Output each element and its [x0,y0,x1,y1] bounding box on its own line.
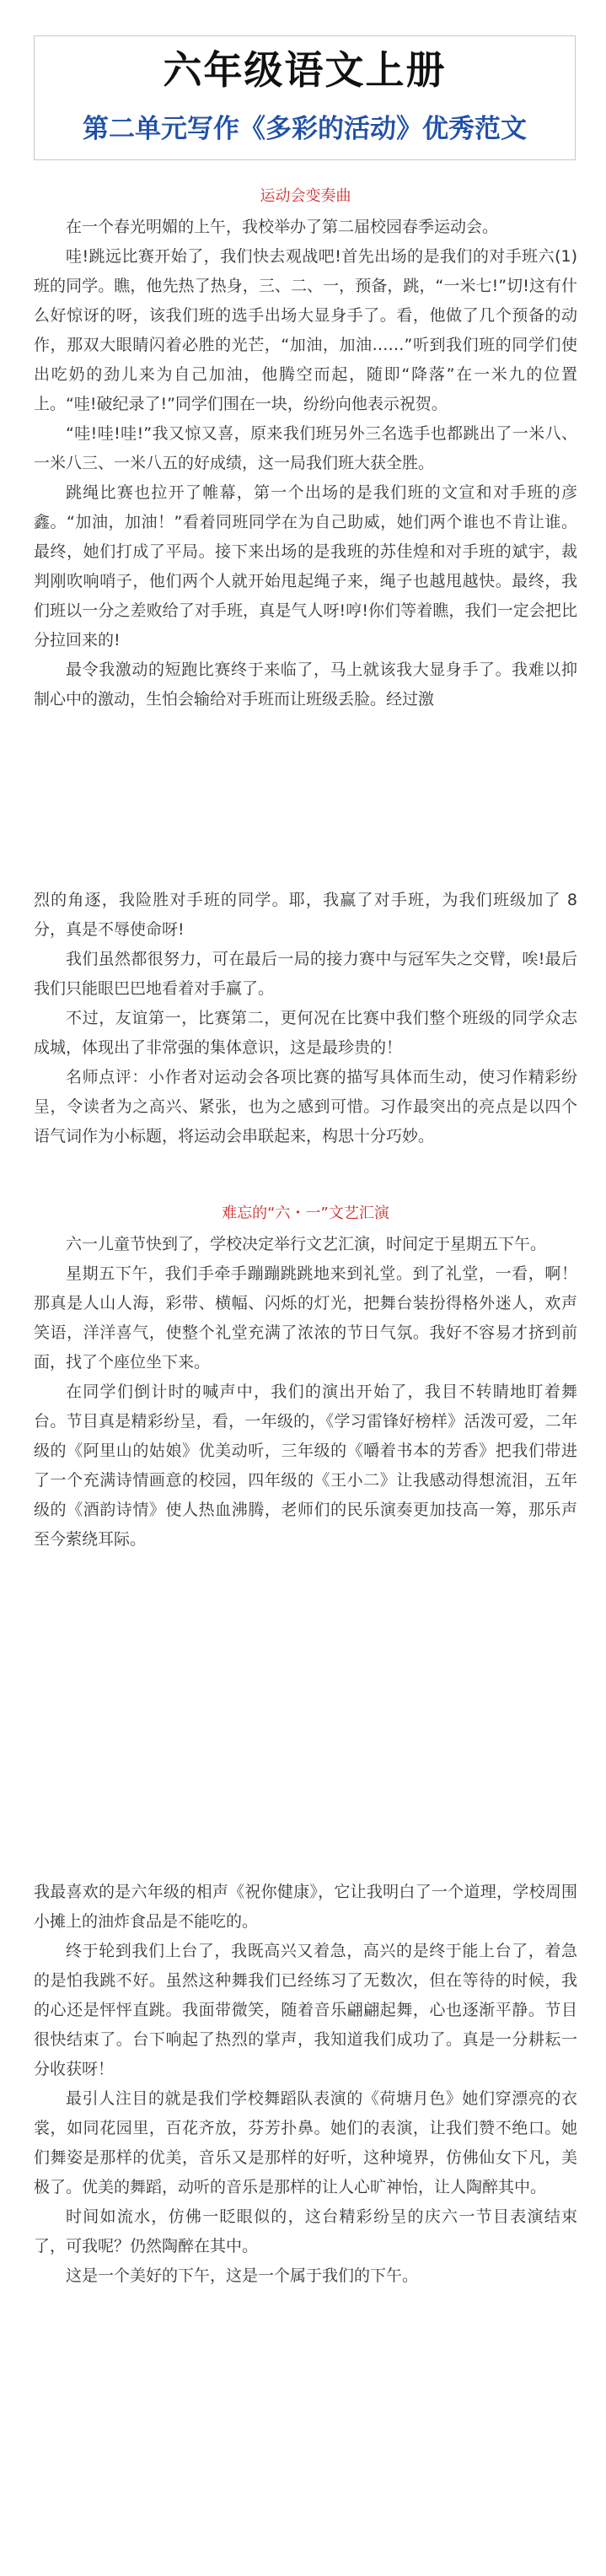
essay1-paragraph: 不过，友谊第一，比赛第二，更何况在比赛中我们整个班级的同学众志成城，体现出了非常强的集体意识，这是最珍贵的！ [34,1009,577,1057]
essay1-paragraph: 我们虽然都很努力，可在最后一局的接力赛中与冠军失之交臂，唉!最后我们只能眼巴巴地看着对手赢了。 [34,950,577,998]
essay2-paragraph: 这是一个美好的下午，这是一个属于我们的下午。 [66,2266,419,2285]
essay2-paragraph: 终于轮到我们上台了，我既高兴又着急，高兴的是终于能上台了，着急的是怕我跳不好。虽然这种舞我们已经练习了无数次，但在等待的时候，我的心还是怦怦直跳。我面带微笑，随着音乐翩翩起舞，心也逐渐平静。节目很快结束了。台下响起了热烈的掌声，我知道我们成功了。真是一分耕耘一分收获呀！ [34,1942,577,2078]
essay1-paragraph: 跳绳比赛也拉开了帷幕，第一个出场的是我们班的文宣和对手班的彦鑫。“加油，加油！”看着同班同学在为自己助威，她们两个谁也不肯让谁。最终，她们打成了平局。接下来出场的是我班的苏佳煌和对手班的斌宇，裁判刚吹响哨子，他们两个人就开始甩起绳子来，绳子也越甩越快。最终，我们班以一分之差败给了对手班，真是气人呀!哼!你们等着瞧，我们一定会把比分拉回来的! [34,483,577,649]
essay1-paragraph: “哇!哇!哇!”我又惊又喜，原来我们班另外三名选手也都跳出了一米八、一米八三、一米八五的好成绩，这一局我们班大获全胜。 [34,424,577,472]
essay2-block [34,1201,577,1555]
essay2-paragraph: 在同学们倒计时的喊声中，我们的演出开始了，我目不转睛地盯着舞台。节目真是精彩纷呈，看，一年级的，《学习雷锋好榜样》活泼可爱，二年级的《阿里山的姑娘》优美动听，三年级的《嚼着书本的芳香》把我们带进了一个充满诗情画意的校园，四年级的《王小二》让我感动得想流泪，五年级的《酒韵诗情》使人热血沸腾，老师们的民乐演奏更加技高一筹，那乐声至今萦绕耳际。 [34,1382,577,1549]
essay2-title: 难忘的“六・一”文艺汇演 [222,1204,389,1222]
essay2-paragraph: 时间如流水，仿佛一眨眼似的，这台精彩纷呈的庆六一节目表演结束了，可我呢？仍然陶醉在其中。 [34,2207,577,2255]
essay1-commentary: 名师点评：小作者对运动会各项比赛的描写具体而生动，使习作精彩纷呈，令读者为之高兴、紧张，也为之感到可惜。习作最突出的亮点是以四个语气词作为小标题，将运动会串联起来，构思十分巧妙。 [34,1068,577,1145]
essay2-continuation [34,1878,577,2291]
essay2-paragraph: 星期五下午，我们手牵手蹦蹦跳跳地来到礼堂。到了礼堂，一看，啊！那真是人山人海，彩带、横幅、闪烁的灯光，把舞台装扮得格外迷人，欢声笑语，洋洋喜气，使整个礼堂充满了浓浓的节日气氛。我好不容易才挤到前面，找了个座位坐下来。 [34,1264,577,1372]
essay2-paragraph: 我最喜欢的是六年级的相声《祝你健康》，它让我明白了一个道理，学校周围小摊上的油炸食品是不能吃的。 [34,1883,577,1931]
page-subtitle: 第二单元写作《多彩的活动》优秀范文 [83,114,527,144]
essay1-paragraph: 烈的角逐，我险胜对手班的同学。耶，我赢了对手班，为我们班级加了 8 分，真是不辱使命呀! [34,891,577,939]
header-box [34,35,576,160]
essay1-continuation [34,886,577,1151]
essay1-paragraph: 哇!跳远比赛开始了，我们快去观战吧!首先出场的是我们的对手班六(1)班的同学。瞧，他先热了热身，三、二、一，预备，跳，“一米七!”切!这有什么好惊讶的呀，该我们班的选手出场大显身手了。看，他做了几个预备的动作，那双大眼睛闪着必胜的光芒，“加油，加油……”听到我们班的同学们使出吃奶的劲儿来为自己加油，他腾空而起，随即“降落”在一米九的位置上。“哇!破纪录了!”同学们围在一块，纷纷向他表示祝贺。 [34,247,577,413]
essay1-title: 运动会变奏曲 [260,187,351,205]
essay2-paragraph: 六一儿童节快到了，学校决定举行文艺汇演，时间定于星期五下午。 [66,1235,547,1253]
essay1-paragraph: 最令我激动的短跑比赛终于来临了，马上就该我大显身手了。我难以抑制心中的激动，生怕会输给对手班而让班级丢脸。经过激 [34,660,577,709]
essay1-paragraph: 在一个春光明媚的上午，我校举办了第二届校园春季运动会。 [66,218,499,236]
essay2-paragraph: 最引人注目的就是我们学校舞蹈队表演的《荷塘月色》她们穿漂亮的衣裳，如同花园里，百花齐放，芬芳扑鼻。她们的表演，让我们赞不绝口。她们舞姿是那样的优美，音乐又是那样的好听，这种境界，仿佛仙女下凡，美极了。优美的舞蹈，动听的音乐是那样的让人心旷神怡，让人陶醉其中。 [34,2089,577,2196]
essay1-block [34,184,577,714]
page-title: 六年级语文上册 [163,47,447,93]
